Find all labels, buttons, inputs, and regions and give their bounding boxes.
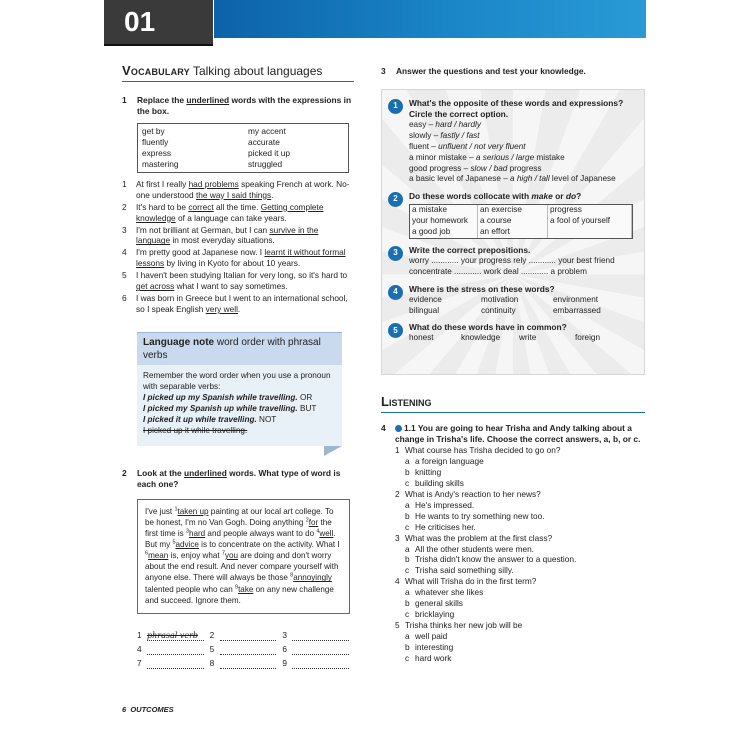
audio-cd-icon[interactable] xyxy=(395,425,402,432)
underlined-word: well xyxy=(319,528,334,538)
expression-word: mastering xyxy=(142,158,179,169)
word-number: 3 xyxy=(185,528,189,535)
option-letter: b xyxy=(405,510,410,521)
collocation-cell: your homework xyxy=(410,216,478,227)
answer-number: 5 xyxy=(209,643,215,654)
answer-option[interactable] xyxy=(405,598,645,609)
question-2-text: Look at the underlined words. What type of word is each one? xyxy=(137,468,341,490)
answer-slot xyxy=(137,630,210,641)
stress-word: motivation xyxy=(481,294,519,304)
right-column xyxy=(381,66,645,664)
answer-number: 7 xyxy=(137,657,142,668)
answer-number: 4 xyxy=(137,643,142,654)
answer-line xyxy=(220,659,277,669)
text-run: It's hard to be xyxy=(136,201,189,212)
expression-box xyxy=(137,123,349,173)
quiz-item-body xyxy=(409,322,644,344)
answer-slot xyxy=(282,630,355,641)
text-run: on any new challenge and succeed. Ignore them. xyxy=(145,584,334,605)
text-run: . But my xyxy=(145,528,336,550)
text-run: what I want to say sometimes. xyxy=(174,281,288,292)
answer-option[interactable] xyxy=(405,653,645,664)
answer-option[interactable] xyxy=(405,467,645,478)
common-words-row xyxy=(409,333,644,344)
quiz-number-badge: 5 xyxy=(388,323,403,338)
word-number: 4 xyxy=(316,528,320,535)
stress-word: environment xyxy=(553,294,599,304)
answer-option[interactable] xyxy=(405,587,645,598)
text-run: a basic level of Japanese – xyxy=(409,174,511,184)
underlined-phrase: learnt it without formal lessons xyxy=(136,247,346,269)
stress-word: continuity xyxy=(481,305,516,315)
option-letter: b xyxy=(405,598,410,609)
track-number: 1.1 xyxy=(404,422,416,433)
text-run: slowly – xyxy=(409,131,441,141)
book-title: OUTCOMES xyxy=(130,705,174,714)
quiz-item xyxy=(388,191,644,239)
listening-question xyxy=(395,489,645,500)
option-letter: b xyxy=(405,466,410,477)
expression-word: fluently xyxy=(142,136,169,147)
expression-word: get by xyxy=(142,126,165,137)
option-text: interesting xyxy=(415,641,454,652)
listening-title: Listening xyxy=(381,394,432,410)
sentence-list xyxy=(122,179,354,315)
underlined-word: taken up xyxy=(177,506,209,516)
sentence-item xyxy=(122,202,354,224)
underlined-phrase: get across xyxy=(136,281,175,292)
answer-option[interactable] xyxy=(405,609,645,620)
quiz-item xyxy=(388,98,644,185)
answer-option[interactable] xyxy=(405,544,645,555)
quiz-item xyxy=(388,284,644,317)
answer-option[interactable] xyxy=(405,565,645,576)
common-word: write xyxy=(519,333,537,343)
quiz-item-body xyxy=(409,284,644,317)
option-choice: a serious / large xyxy=(475,152,535,162)
answer-number: 9 xyxy=(282,657,287,668)
answer-option[interactable] xyxy=(405,500,645,511)
answer-line xyxy=(292,659,349,669)
expression-word: struggled xyxy=(248,158,283,169)
underlined-word: hard xyxy=(188,528,206,538)
question-text: What will Trisha do in the first term? xyxy=(405,576,537,587)
question-number: 2 xyxy=(122,468,127,479)
quiz-number-badge: 1 xyxy=(388,99,403,114)
option-choice: unfluent / not very fluent xyxy=(438,141,526,151)
text-run: painting at our local art college. To be honest, I'm no Van Gogh. Doing anything xyxy=(145,506,334,527)
stress-row xyxy=(409,306,644,317)
answer-line: phrasal verb xyxy=(147,631,204,641)
language-note-body xyxy=(137,365,342,446)
answer-option[interactable] xyxy=(405,631,645,642)
page-footer xyxy=(122,705,174,715)
text-run: the first time is xyxy=(145,517,332,538)
question-4 xyxy=(381,423,645,445)
stress-word: evidence xyxy=(409,294,442,304)
option-choice: a high / tall xyxy=(510,174,550,184)
text-run: are doing and don't worry about the end result. And never compare yourself with anyone else. There will always be those xyxy=(145,551,339,583)
underlined-phrase: correct xyxy=(188,201,214,212)
underlined-phrase: survive in the language xyxy=(136,224,319,246)
quiz-item-body xyxy=(409,245,644,278)
option-text: building skills xyxy=(415,477,464,488)
text-run: of a language can take years. xyxy=(175,212,287,223)
sentence-number: 4 xyxy=(122,247,127,258)
question-2 xyxy=(122,468,354,490)
text-run: Do these words collocate with xyxy=(409,191,532,202)
quiz-item xyxy=(388,245,644,278)
option-letter: c xyxy=(405,565,410,576)
answer-number: 6 xyxy=(282,643,287,654)
option-text: Trisha said something silly. xyxy=(415,565,514,576)
answer-slot xyxy=(210,630,283,641)
question-number: 5 xyxy=(395,620,400,631)
page-curl xyxy=(324,446,342,456)
common-word: knowledge xyxy=(461,333,501,343)
option-choice: fastly / fast xyxy=(440,131,480,141)
reading-text-box xyxy=(137,499,350,614)
sentence-text xyxy=(136,225,354,247)
sentence-text xyxy=(136,247,354,269)
text-run: progress xyxy=(507,163,542,173)
note-example-3: I picked it up while travelling. NOT xyxy=(143,414,277,424)
vocabulary-heading xyxy=(122,62,354,82)
word-number: 9 xyxy=(235,583,239,590)
text-run: is, enjoy what xyxy=(168,551,222,561)
sentence-item xyxy=(122,225,354,247)
option-text: a foreign language xyxy=(415,456,484,467)
text-run: I've just xyxy=(145,506,175,516)
text-run: I haven't been studying Italian for very long, so it's hard to xyxy=(136,270,348,281)
answer-slot xyxy=(137,644,210,655)
sentence-item xyxy=(122,179,354,201)
quiz-line: worry ............ your progress rely ............ your best friend xyxy=(409,255,615,265)
answer-option[interactable] xyxy=(405,642,645,653)
answer-number: 3 xyxy=(282,629,287,640)
sentence-item xyxy=(122,293,354,315)
word-number: 2 xyxy=(305,517,309,524)
answer-option[interactable] xyxy=(405,478,645,489)
note-example-1: I picked up my Spanish while travelling. OR xyxy=(143,393,313,403)
option-letter: c xyxy=(405,521,410,532)
question-number: 2 xyxy=(395,488,400,499)
underlined-phrase: had problems xyxy=(188,178,239,189)
answer-option[interactable] xyxy=(405,456,645,467)
answer-option[interactable] xyxy=(405,522,645,533)
unit-number: 01 xyxy=(124,5,156,37)
quiz-item-body xyxy=(409,98,644,185)
answer-slot xyxy=(282,658,355,669)
stress-word: embarrassed xyxy=(553,305,601,315)
underlined-word: take xyxy=(238,584,254,594)
text-run: . xyxy=(271,189,274,200)
quiz-line xyxy=(409,120,644,131)
sentence-number: 1 xyxy=(122,178,127,189)
answer-line xyxy=(220,645,277,655)
question-text: What is Andy's reaction to her news? xyxy=(405,488,541,499)
option-letter: a xyxy=(405,543,410,554)
underlined-word: you xyxy=(224,551,238,561)
quiz-item-title xyxy=(409,191,644,202)
question-number: 3 xyxy=(381,66,386,76)
option-letter: c xyxy=(405,477,410,488)
option-choice: hard / hardly xyxy=(435,120,481,130)
question-3 xyxy=(381,66,645,77)
option-letter: c xyxy=(405,652,410,663)
option-letter: b xyxy=(405,554,410,565)
collocation-grid xyxy=(409,204,633,238)
expression-word: express xyxy=(142,147,172,158)
sentence-item xyxy=(122,270,354,292)
answer-option[interactable] xyxy=(405,511,645,522)
quiz-number-badge: 4 xyxy=(388,285,403,300)
question-number: 1 xyxy=(395,445,400,456)
sentence-item xyxy=(122,247,354,269)
knowledge-quiz-panel xyxy=(381,89,645,375)
question-1-text: Replace the underlined words with the expressions in the box. xyxy=(137,94,352,116)
header-band xyxy=(214,0,646,38)
answer-number: 2 xyxy=(209,629,215,640)
collocation-cell: an effort xyxy=(478,227,548,238)
text-run: a minor mistake – xyxy=(409,152,476,162)
quiz-item-title: What's the opposite of these words and expressions? Circle the correct option. xyxy=(409,98,624,120)
text-run: I'm pretty good at Japanese now. I xyxy=(136,247,265,258)
answer-line xyxy=(147,645,204,655)
option-letter: a xyxy=(405,499,410,510)
sentence-number: 3 xyxy=(122,224,127,235)
sentence-text xyxy=(136,202,354,224)
text-run: . xyxy=(237,304,241,315)
quiz-number-badge: 2 xyxy=(388,192,403,207)
question-text: Trisha thinks her new job will be xyxy=(405,620,523,631)
sentence-number: 6 xyxy=(122,293,127,304)
question-3-text: Answer the questions and test your knowledge. xyxy=(396,66,586,76)
collocation-cell: a course xyxy=(478,216,548,227)
common-word: honest xyxy=(409,333,434,343)
word-number: 1 xyxy=(174,505,178,512)
quiz-line: concentrate ............ work deal ............ a problem xyxy=(409,266,587,276)
note-example-2: I picked my Spanish up while travelling. BUT xyxy=(143,403,317,413)
text-run: by living in Kyoto for about 10 years. xyxy=(164,258,301,269)
text-run: is to concentrate on the activity. What I xyxy=(198,540,340,550)
option-choice: slow / bad xyxy=(470,163,508,173)
answer-slot xyxy=(210,658,283,669)
vocabulary-title: Vocabulary xyxy=(122,63,190,78)
text-run: I'm not brilliant at German, but I can xyxy=(136,224,270,235)
unit-number-box xyxy=(104,0,213,46)
quiz-item-body xyxy=(409,191,644,239)
option-text: hard work xyxy=(415,652,452,663)
text-run: or xyxy=(552,191,566,202)
option-letter: a xyxy=(405,631,410,642)
sentence-number: 2 xyxy=(122,201,127,212)
underlined-phrase: Getting complete knowledge xyxy=(136,201,324,223)
quiz-line xyxy=(409,174,644,185)
text-run: and people always want to do xyxy=(205,528,317,538)
answer-slot xyxy=(282,644,355,655)
option-text: He criticises her. xyxy=(415,521,476,532)
collocation-cell: a good job xyxy=(410,227,478,238)
expression-word: my accent xyxy=(248,126,286,137)
listening-question-list xyxy=(395,445,645,664)
collocation-cell: an exercise xyxy=(478,205,548,216)
language-note xyxy=(137,332,342,446)
quiz-line xyxy=(409,164,644,175)
keyword-make: make xyxy=(531,191,553,202)
option-text: general skills xyxy=(415,598,463,609)
listening-question xyxy=(395,533,645,544)
quiz-item-title: Write the correct prepositions. xyxy=(409,244,531,255)
quiz-number-badge: 3 xyxy=(388,246,403,261)
collocation-cell: a mistake xyxy=(410,205,478,216)
option-text: He wants to try something new too. xyxy=(415,510,545,521)
text-run: mistake xyxy=(534,152,565,162)
listening-question xyxy=(395,445,645,456)
question-number: 4 xyxy=(395,576,400,587)
text-run: talented people who can xyxy=(145,584,235,594)
stress-word: bilingual xyxy=(409,305,440,315)
answer-line xyxy=(292,631,349,641)
expression-word: accurate xyxy=(248,136,280,147)
vocabulary-subtitle: Talking about languages xyxy=(192,64,323,78)
word-number: 5 xyxy=(172,539,176,546)
answer-slot xyxy=(137,658,210,669)
quiz-line xyxy=(409,131,644,142)
language-note-title: Language note word order with phrasal verbs xyxy=(137,332,342,365)
listening-heading xyxy=(381,393,645,413)
underlined-word: for xyxy=(308,517,319,527)
answer-lines xyxy=(137,630,355,669)
text-run: At first I really xyxy=(136,178,189,189)
question-4-text: 1.1 You are going to hear Trisha and Andy talking about a change in Trisha's life. Choose the correct answers, a, b, or c. xyxy=(395,422,641,445)
sentence-number: 5 xyxy=(122,270,127,281)
option-letter: b xyxy=(405,641,410,652)
sentence-text xyxy=(136,270,354,292)
collocation-cell: progress xyxy=(548,205,632,216)
option-letter: c xyxy=(405,609,410,620)
underlined-word: advice xyxy=(175,540,199,550)
question-number: 1 xyxy=(122,94,127,105)
collocation-cell xyxy=(548,227,632,238)
underlined-phrase: very well xyxy=(205,304,238,315)
text-run: I was born in Greece but I went to an international school, so I speak English xyxy=(136,293,348,315)
text-run: in most everyday situations. xyxy=(170,235,275,246)
text-run: fluent – xyxy=(409,141,439,151)
option-text: knitting xyxy=(415,466,442,477)
quiz-item xyxy=(388,322,644,344)
answer-option[interactable] xyxy=(405,554,645,565)
text-run: speaking French at work. No-one understood xyxy=(136,178,350,200)
option-text: He's impressed. xyxy=(415,499,475,510)
question-1 xyxy=(122,95,354,117)
text-run: level of Japanese xyxy=(549,174,616,184)
answer-line xyxy=(292,645,349,655)
text-run: easy – xyxy=(409,120,436,130)
text-run: all the time. xyxy=(213,201,261,212)
sentence-text xyxy=(136,293,354,315)
page-number: 6 xyxy=(122,705,127,714)
answer-number: 8 xyxy=(209,657,215,668)
answer-number: 1 xyxy=(137,629,142,640)
expression-word: picked it up xyxy=(248,147,290,158)
keyword-do: do xyxy=(565,191,577,202)
option-text: well paid xyxy=(415,631,448,642)
quiz-line xyxy=(409,153,644,164)
collocation-cell: a fool of yourself xyxy=(548,216,632,227)
question-number: 4 xyxy=(381,422,386,433)
option-text: bricklaying xyxy=(415,609,455,620)
underlined-word: mean xyxy=(148,551,169,561)
question-text: What course has Trisha decided to go on? xyxy=(405,445,561,456)
answer-line xyxy=(220,631,277,641)
underlined-phrase: the way I said things xyxy=(195,189,272,200)
question-text: What was the problem at the first class? xyxy=(405,532,553,543)
quiz-line xyxy=(409,142,644,153)
option-text: whatever she likes xyxy=(415,587,484,598)
word-number: 8 xyxy=(290,572,294,579)
stress-row xyxy=(409,295,644,306)
text-run: good progress – xyxy=(409,163,471,173)
text-run: ? xyxy=(576,191,582,202)
sentence-text xyxy=(136,179,354,201)
word-number: 6 xyxy=(145,550,149,557)
word-number: 7 xyxy=(221,550,225,557)
option-text: Trisha didn't know the answer to a question. xyxy=(415,554,577,565)
common-word: foreign xyxy=(575,333,601,343)
option-letter: a xyxy=(405,587,410,598)
answer-line xyxy=(147,659,204,669)
note-intro: Remember the word order when you use a pronoun with separable verbs: xyxy=(143,371,331,392)
quiz-item-title: Where is the stress on these words? xyxy=(409,283,555,294)
listening-question xyxy=(395,620,645,631)
listening-question xyxy=(395,576,645,587)
option-letter: a xyxy=(405,456,410,467)
note-example-4: I picked up it while travelling. xyxy=(143,425,248,435)
underlined-word: annoyingly xyxy=(293,573,332,583)
answer-slot xyxy=(210,644,283,655)
option-text: All the other students were men. xyxy=(415,543,534,554)
quiz-item-title: What do these words have in common? xyxy=(409,322,567,333)
left-column xyxy=(122,62,354,669)
question-number: 3 xyxy=(395,532,400,543)
